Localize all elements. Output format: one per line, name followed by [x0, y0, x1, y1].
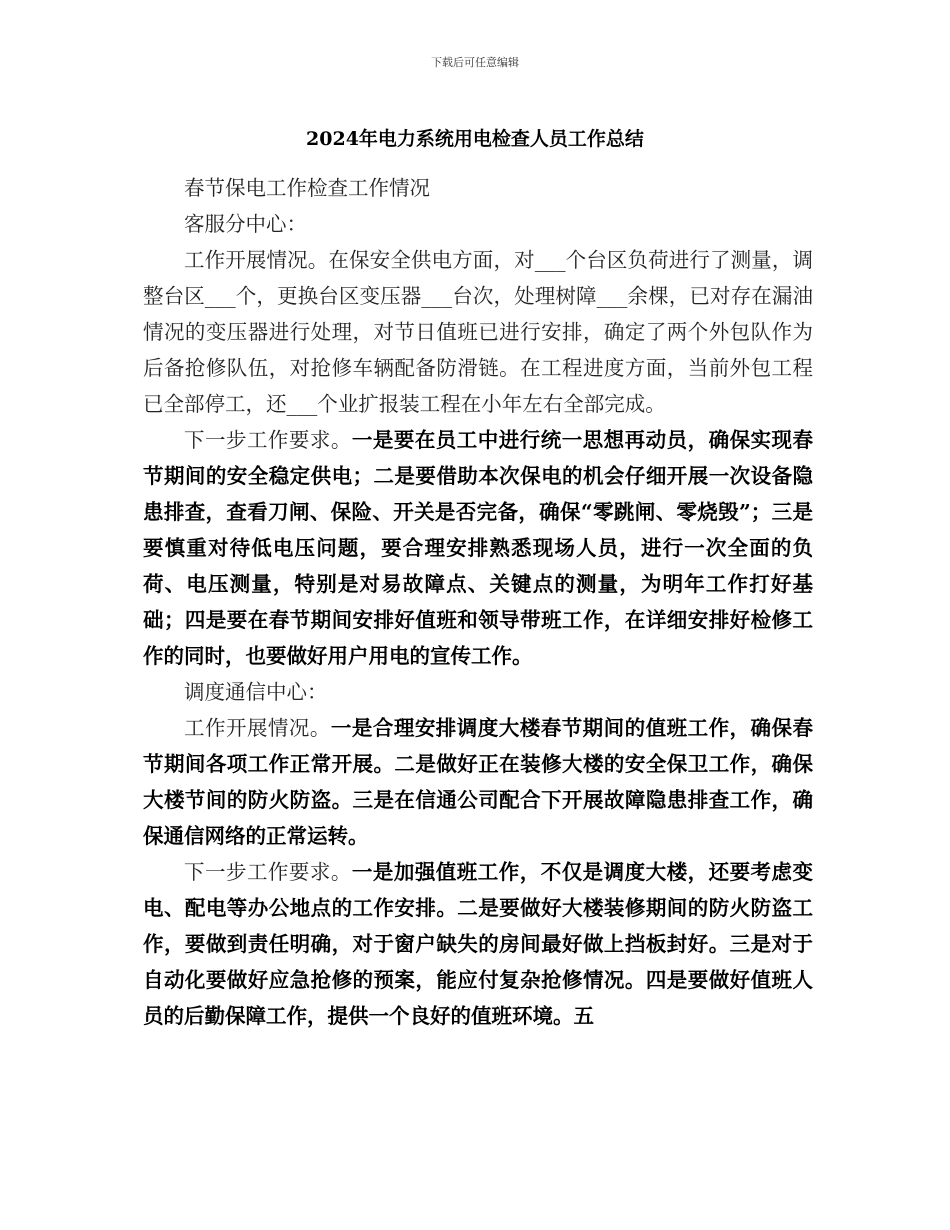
- dept-customer-service-name: 客服分中心：: [184, 212, 307, 236]
- next-steps-body: 一是加强值班工作，不仅是调度大楼，还要考虑变电、配电等办公地点的工作安排。二是要做好大楼装修期间的防火防盗工作，要做到责任明确，对于窗户缺失的房间最好做上挡板封好。三是对于自动化要做好应急抢修的预案，能应付复杂抢修情况。四是要做好值班人员的后勤保障工作，提供一个良好的值班环境。五: [143, 860, 814, 1028]
- document-title: 2024年电力系统用电检查人员工作总结: [306, 128, 644, 150]
- header-note: 下载后可任意编辑: [431, 56, 519, 69]
- dept-dispatch-progress: [143, 710, 813, 854]
- dept-customer-service-next-steps: [143, 422, 813, 674]
- dept-dispatch-next-steps: [143, 854, 813, 1034]
- dept-customer-service-progress: 工作开展情况。在保安全供电方面，对___个台区负荷进行了测量，调整台区___个，更换台区变压器___台次，处理树障___余棵，已对存在漏油情况的变压器进行处理，对节日值班已进行安排，确定了两个外包队作为后备抢修队伍，对抢修车辆配备防滑链。在工程进度方面，当前外包工程已全部停工，还___个业扩报装工程在小年左右全部完成。: [143, 248, 813, 416]
- section-heading: 春节保电工作检查工作情况: [184, 176, 430, 200]
- progress-body: 一是合理安排调度大楼春节期间的值班工作，确保春节期间各项工作正常开展。二是做好正在装修大楼的安全保卫工作，确保大楼节间的防火防盗。三是在信通公司配合下开展故障隐患排查工作，确保通信网络的正常运转。: [143, 716, 814, 848]
- document-body: [143, 170, 813, 1034]
- next-steps-body: 一是要在员工中进行统一思想再动员，确保实现春节期间的安全稳定供电；二是要借助本次保电的机会仔细开展一次设备隐患排查，查看刀闸、保险、开关是否完备，确保“零跳闸、零烧毁”；三是要慎重对待低电压问题，要合理安排熟悉现场人员，进行一次全面的负荷、电压测量，特别是对易故障点、关键点的测量，为明年工作打好基础；四是要在春节期间安排好值班和领导带班工作，在详细安排好检修工作的同时，也要做好用户用电的宣传工作。: [143, 428, 814, 668]
- next-steps-lead: 下一步工作要求。: [184, 428, 352, 452]
- dept-dispatch-name: 调度通信中心：: [184, 680, 328, 704]
- progress-lead: 工作开展情况。: [184, 716, 331, 740]
- next-steps-lead: 下一步工作要求。: [184, 860, 352, 884]
